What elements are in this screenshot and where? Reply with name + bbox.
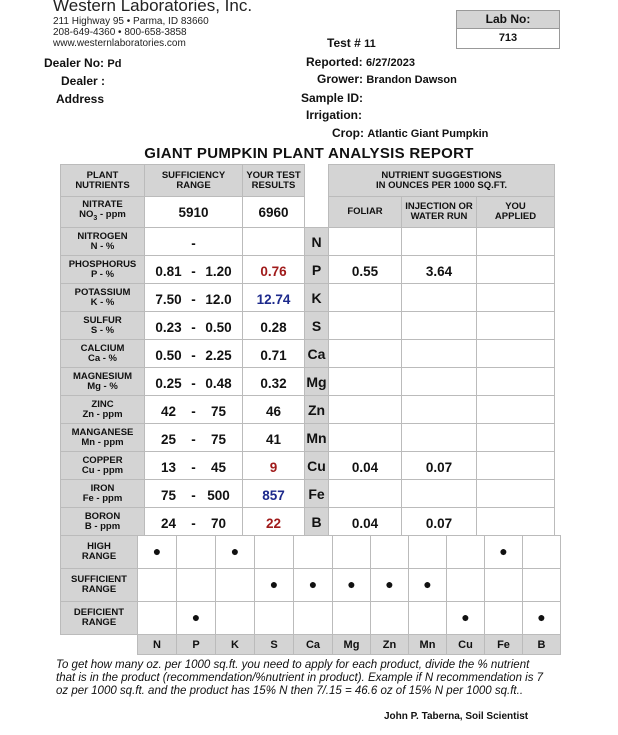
range-column-label: P bbox=[177, 635, 216, 655]
nutrient-symbol: Mg bbox=[305, 368, 329, 396]
range-cell bbox=[294, 602, 333, 635]
injection-value bbox=[402, 312, 477, 340]
injection-value bbox=[402, 480, 477, 508]
range-cell bbox=[523, 569, 561, 602]
range-dot: ● bbox=[347, 576, 356, 592]
nutrient-unit: Cu - ppm bbox=[81, 464, 124, 476]
nutrient-unit: Mg - % bbox=[87, 380, 118, 392]
range-column-label: Ca bbox=[294, 635, 333, 655]
nitrate-range: 5910 bbox=[145, 197, 243, 228]
sufficiency-range: 0.23 - 0.50 bbox=[145, 312, 243, 340]
nutrient-unit: P - % bbox=[90, 268, 115, 280]
address: Address bbox=[56, 92, 105, 106]
foliar-value: 0.04 bbox=[329, 508, 402, 536]
foliar-value: 0.04 bbox=[329, 452, 402, 480]
nutrient-row bbox=[61, 508, 555, 536]
nutrient-unit: Mn - ppm bbox=[81, 436, 124, 448]
nutrient-symbol: Mn bbox=[305, 424, 329, 452]
range-row bbox=[61, 569, 561, 602]
nutrient-row bbox=[61, 312, 555, 340]
nutrient-row bbox=[61, 480, 555, 508]
injection-value: 0.07 bbox=[402, 508, 477, 536]
crop: Crop: Atlantic Giant Pumpkin bbox=[332, 126, 489, 140]
nutrient-row bbox=[61, 256, 555, 284]
col-header-range: SUFFICIENCY RANGE bbox=[145, 165, 243, 197]
range-columns-row bbox=[61, 635, 561, 655]
company-name: Western Laboratories, Inc. bbox=[53, 0, 253, 15]
applied-value bbox=[477, 340, 555, 368]
col-header-foliar: FOLIAR bbox=[329, 197, 402, 228]
sufficiency-range: 0.81 - 1.20 bbox=[145, 256, 243, 284]
test-result: 0.28 bbox=[243, 312, 305, 340]
test-result: 0.76 bbox=[243, 256, 305, 284]
range-cell bbox=[333, 602, 371, 635]
nutrient-label: MAGNESIUM Mg - % bbox=[61, 368, 145, 396]
range-cell bbox=[523, 602, 561, 635]
company-website: www.westernlaboratories.com bbox=[53, 38, 186, 49]
range-cell bbox=[216, 536, 255, 569]
foliar-value bbox=[329, 424, 402, 452]
range-cell bbox=[409, 569, 447, 602]
injection-value bbox=[402, 368, 477, 396]
sufficiency-range: - bbox=[145, 228, 243, 256]
range-column-label: K bbox=[216, 635, 255, 655]
range-cell bbox=[216, 602, 255, 635]
test-number: Test # 11 bbox=[327, 36, 376, 50]
nutrient-row bbox=[61, 228, 555, 256]
range-dot: ● bbox=[385, 576, 394, 592]
applied-value bbox=[477, 256, 555, 284]
nutrient-label: COPPER Cu - ppm bbox=[61, 452, 145, 480]
company-contact bbox=[53, 16, 209, 49]
lab-number-box bbox=[456, 10, 560, 49]
foliar-value bbox=[329, 228, 402, 256]
nutrient-unit: $NO_3$ - ppm bbox=[79, 209, 126, 222]
nutrient-label: ZINC Zn - ppm bbox=[61, 396, 145, 424]
test-result: 857 bbox=[243, 480, 305, 508]
nutrient-symbol: P bbox=[305, 256, 329, 284]
nutrient-symbol: Ca bbox=[305, 340, 329, 368]
applied-value bbox=[477, 480, 555, 508]
dealer: Dealer : bbox=[61, 74, 106, 88]
range-label: HIGH RANGE bbox=[61, 536, 138, 569]
range-cell bbox=[485, 536, 523, 569]
col-header-results: YOUR TEST RESULTS bbox=[243, 165, 305, 197]
nutrient-symbol: Fe bbox=[305, 480, 329, 508]
injection-value bbox=[402, 228, 477, 256]
foliar-value bbox=[329, 368, 402, 396]
test-result: 41 bbox=[243, 424, 305, 452]
nutrient-label: PHOSPHORUS P - % bbox=[61, 256, 145, 284]
sufficiency-range: 25 - 75 bbox=[145, 424, 243, 452]
range-cell bbox=[447, 602, 485, 635]
nutrient-symbol: K bbox=[305, 284, 329, 312]
range-cell bbox=[138, 602, 177, 635]
range-cell bbox=[447, 569, 485, 602]
lab-number-label: Lab No: bbox=[457, 11, 559, 29]
sufficiency-range: 0.50 - 2.25 bbox=[145, 340, 243, 368]
dealer-number: Dealer No: Pd bbox=[44, 56, 122, 70]
nutrient-label: BORON B - ppm bbox=[61, 508, 145, 536]
sufficiency-range: 13 - 45 bbox=[145, 452, 243, 480]
injection-value bbox=[402, 424, 477, 452]
range-cell bbox=[371, 602, 409, 635]
sufficiency-range: 24 - 70 bbox=[145, 508, 243, 536]
injection-value bbox=[402, 284, 477, 312]
company-phone: 208-649-4360 • 800-658-3858 bbox=[53, 27, 187, 38]
nutrient-row bbox=[61, 424, 555, 452]
test-result: 9 bbox=[243, 452, 305, 480]
header-row-1 bbox=[61, 165, 555, 197]
foliar-value bbox=[329, 340, 402, 368]
analysis-table bbox=[60, 164, 555, 536]
nitrate-result: 6960 bbox=[243, 197, 305, 228]
range-row bbox=[61, 602, 561, 635]
nutrient-symbol: B bbox=[305, 508, 329, 536]
nutrient-unit: S - % bbox=[90, 324, 115, 336]
col-header-suggestions: NUTRIENT SUGGESTIONS IN OUNCES PER 1000 SQ.FT. bbox=[329, 165, 555, 197]
range-label: SUFFICIENT RANGE bbox=[61, 569, 138, 602]
nutrient-label: POTASSIUM K - % bbox=[61, 284, 145, 312]
company-address: 211 Highway 95 • Parma, ID 83660 bbox=[53, 16, 209, 27]
range-dot: ● bbox=[191, 609, 201, 625]
test-result: 0.71 bbox=[243, 340, 305, 368]
range-column-label: N bbox=[138, 635, 177, 655]
test-result: 0.32 bbox=[243, 368, 305, 396]
range-cell bbox=[371, 536, 409, 569]
nitrate-row bbox=[61, 197, 555, 228]
irrigation: Irrigation: bbox=[306, 108, 362, 122]
applied-value bbox=[477, 452, 555, 480]
range-cell bbox=[216, 569, 255, 602]
nutrient-label: MANGANESE Mn - ppm bbox=[61, 424, 145, 452]
range-dot: ● bbox=[423, 576, 432, 592]
nutrient-label: NITRATE $NO_3$ - ppm bbox=[61, 197, 145, 228]
report-title: GIANT PUMPKIN PLANT ANALYSIS REPORT bbox=[144, 145, 474, 162]
range-cell bbox=[138, 536, 177, 569]
nutrient-unit: Zn - ppm bbox=[82, 408, 123, 420]
range-column-label: B bbox=[523, 635, 561, 655]
injection-value: 0.07 bbox=[402, 452, 477, 480]
range-cell bbox=[333, 569, 371, 602]
grower: Grower: Brandon Dawson bbox=[317, 72, 457, 86]
sufficiency-range: 75 - 500 bbox=[145, 480, 243, 508]
range-label: DEFICIENT RANGE bbox=[61, 602, 138, 635]
nutrient-label: CALCIUM Ca - % bbox=[61, 340, 145, 368]
lab-number-value: 713 bbox=[498, 32, 518, 44]
range-grid bbox=[60, 535, 561, 655]
applied-value bbox=[477, 228, 555, 256]
foliar-value bbox=[329, 284, 402, 312]
reported-date: Reported: 6/27/2023 bbox=[306, 55, 415, 69]
range-column-label: Mn bbox=[409, 635, 447, 655]
signature: John P. Taberna, Soil Scientist bbox=[384, 711, 529, 722]
nutrient-unit: N - % bbox=[90, 240, 115, 252]
range-cell bbox=[333, 536, 371, 569]
nutrient-unit: B - ppm bbox=[84, 520, 121, 532]
nutrient-unit: Fe - ppm bbox=[82, 492, 123, 504]
nutrient-row bbox=[61, 284, 555, 312]
nutrient-row bbox=[61, 452, 555, 480]
range-cell bbox=[177, 536, 216, 569]
col-header-injection: INJECTION OR WATER RUN bbox=[402, 197, 477, 228]
range-dot: ● bbox=[152, 543, 162, 559]
range-cell bbox=[255, 536, 294, 569]
nutrient-label: IRON Fe - ppm bbox=[61, 480, 145, 508]
range-cell bbox=[409, 602, 447, 635]
foliar-value bbox=[329, 312, 402, 340]
range-cell bbox=[409, 536, 447, 569]
range-cell bbox=[447, 536, 485, 569]
foliar-value bbox=[329, 396, 402, 424]
range-dot: ● bbox=[269, 576, 279, 592]
range-dot: ● bbox=[499, 543, 508, 559]
nutrient-label: SULFUR S - % bbox=[61, 312, 145, 340]
nutrient-symbol: S bbox=[305, 312, 329, 340]
applied-value bbox=[477, 508, 555, 536]
nutrient-symbol: Zn bbox=[305, 396, 329, 424]
applied-value bbox=[477, 284, 555, 312]
col-header-nutrients: PLANT NUTRIENTS bbox=[61, 165, 145, 197]
injection-value bbox=[402, 396, 477, 424]
injection-value bbox=[402, 340, 477, 368]
range-dot: ● bbox=[537, 609, 546, 625]
nutrient-row bbox=[61, 340, 555, 368]
footnote: To get how many oz. per 1000 sq.ft. you need to apply for each product, divide the % nutrient that is in the product (recommendation/%nutrient in product). Example if N recommendation is 7 oz per 1000 sq.ft. and the product has 15% N then 7/.15 = 46.6 oz of 15% N per 1000 sq.ft.. bbox=[56, 659, 544, 697]
injection-value: 3.64 bbox=[402, 256, 477, 284]
range-row bbox=[61, 536, 561, 569]
range-cell bbox=[294, 569, 333, 602]
nutrient-unit: K - % bbox=[90, 296, 115, 308]
applied-value bbox=[477, 424, 555, 452]
nutrient-symbol: N bbox=[305, 228, 329, 256]
nutrient-symbol: Cu bbox=[305, 452, 329, 480]
range-column-label: Mg bbox=[333, 635, 371, 655]
test-result: 22 bbox=[243, 508, 305, 536]
foliar-value bbox=[329, 480, 402, 508]
range-cell bbox=[255, 569, 294, 602]
range-cell bbox=[177, 602, 216, 635]
col-header-applied: YOU APPLIED bbox=[477, 197, 555, 228]
nutrient-unit: Ca - % bbox=[87, 352, 118, 364]
range-cell bbox=[485, 602, 523, 635]
range-cell bbox=[485, 569, 523, 602]
test-result: 46 bbox=[243, 396, 305, 424]
range-dot: ● bbox=[461, 609, 470, 625]
nutrient-row bbox=[61, 368, 555, 396]
applied-value bbox=[477, 396, 555, 424]
sufficiency-range: 42 - 75 bbox=[145, 396, 243, 424]
range-cell bbox=[523, 536, 561, 569]
range-cell bbox=[177, 569, 216, 602]
range-cell bbox=[138, 569, 177, 602]
range-column-label: Cu bbox=[447, 635, 485, 655]
nutrient-row bbox=[61, 396, 555, 424]
foliar-value: 0.55 bbox=[329, 256, 402, 284]
range-cell bbox=[371, 569, 409, 602]
sufficiency-range: 7.50 - 12.0 bbox=[145, 284, 243, 312]
range-column-label: Fe bbox=[485, 635, 523, 655]
applied-value bbox=[477, 312, 555, 340]
sample-id: Sample ID: bbox=[301, 91, 364, 105]
applied-value bbox=[477, 368, 555, 396]
range-cell bbox=[255, 602, 294, 635]
range-column-label: S bbox=[255, 635, 294, 655]
range-cell bbox=[294, 536, 333, 569]
range-dot: ● bbox=[308, 576, 318, 592]
range-column-label: Zn bbox=[371, 635, 409, 655]
test-result: 12.74 bbox=[243, 284, 305, 312]
nutrient-label: NITROGEN N - % bbox=[61, 228, 145, 256]
range-dot: ● bbox=[230, 543, 240, 559]
sufficiency-range: 0.25 - 0.48 bbox=[145, 368, 243, 396]
test-result bbox=[243, 228, 305, 256]
